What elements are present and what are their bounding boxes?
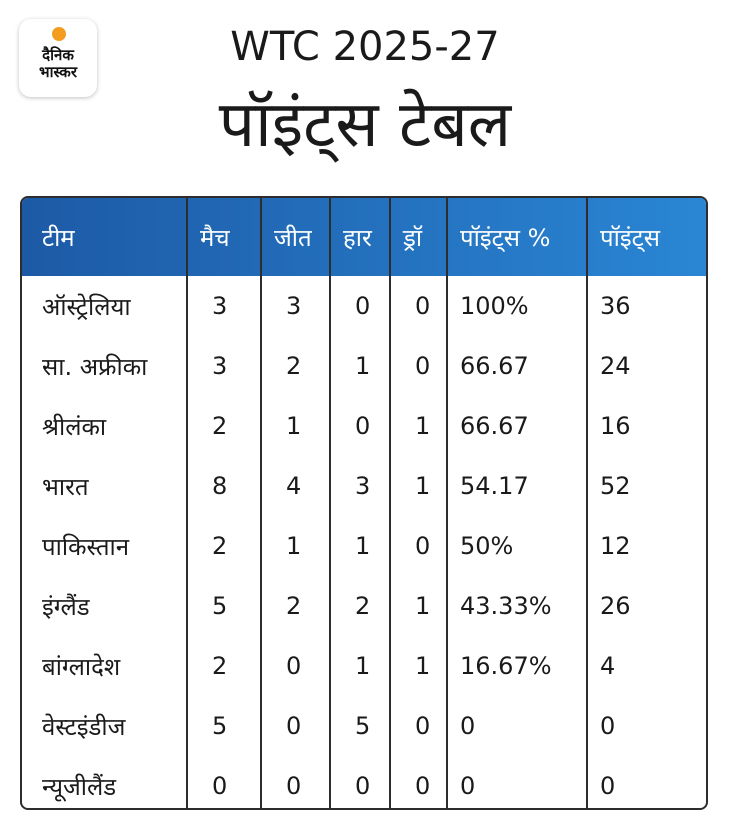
team-name: बांग्लादेश (42, 652, 121, 681)
matches-cell: 5 (187, 576, 261, 636)
draws-cell: 0 (390, 516, 447, 576)
points-table (20, 196, 708, 810)
losses-cell: 0 (330, 756, 390, 810)
points-percent-cell: 66.67 (447, 336, 587, 396)
draws-cell: 0 (390, 696, 447, 756)
losses-cell: 1 (330, 336, 390, 396)
team-name: भारत (42, 472, 89, 501)
points-percent-cell: 50% (447, 516, 587, 576)
points-percent-cell: 100% (447, 276, 587, 336)
losses-cell: 2 (330, 576, 390, 636)
draws-cell: 1 (390, 576, 447, 636)
column-header-points-percent: पॉइंट्स % (447, 198, 587, 276)
points-percent-cell: 66.67 (447, 396, 587, 456)
points-cell: 24 (587, 336, 708, 396)
team-name: सा. अफ्रीका (42, 352, 148, 381)
wins-cell: 0 (261, 636, 330, 696)
matches-cell: 3 (187, 276, 261, 336)
points-cell: 0 (587, 756, 708, 810)
team-name: ऑस्ट्रेलिया (42, 292, 131, 321)
matches-cell: 2 (187, 396, 261, 456)
table-row (22, 576, 708, 636)
matches-cell: 2 (187, 516, 261, 576)
points-cell: 36 (587, 276, 708, 336)
wins-cell: 2 (261, 336, 330, 396)
points-percent-cell: 0 (447, 756, 587, 810)
team-name: इंग्लैंड (42, 592, 90, 621)
column-header-team: टीम (42, 223, 75, 252)
table-row (22, 756, 708, 810)
wins-cell: 1 (261, 516, 330, 576)
page-subtitle: पॉइंट्स टेबल (218, 88, 512, 162)
table-row (22, 516, 708, 576)
losses-cell: 0 (330, 276, 390, 336)
column-header-draws: ड्रॉ (390, 198, 447, 276)
draws-cell: 0 (390, 756, 447, 810)
team-name: श्रीलंका (42, 412, 107, 441)
points-percent-cell: 43.33% (447, 576, 587, 636)
losses-cell: 0 (330, 396, 390, 456)
draws-cell: 1 (390, 396, 447, 456)
points-cell: 26 (587, 576, 708, 636)
matches-cell: 3 (187, 336, 261, 396)
losses-cell: 1 (330, 516, 390, 576)
matches-cell: 2 (187, 636, 261, 696)
draws-cell: 0 (390, 336, 447, 396)
logo-text-line1: दैनिक (42, 46, 74, 64)
points-cell: 12 (587, 516, 708, 576)
points-percent-cell: 0 (447, 696, 587, 756)
team-name: वेस्टइंडीज (42, 712, 126, 741)
table-row (22, 276, 708, 336)
losses-cell: 3 (330, 456, 390, 516)
table-row (22, 636, 708, 696)
matches-cell: 5 (187, 696, 261, 756)
wins-cell: 2 (261, 576, 330, 636)
points-cell: 4 (587, 636, 708, 696)
column-header-losses: हार (330, 198, 390, 276)
matches-cell: 8 (187, 456, 261, 516)
draws-cell: 0 (390, 276, 447, 336)
wins-cell: 4 (261, 456, 330, 516)
points-cell: 0 (587, 696, 708, 756)
wins-cell: 0 (261, 696, 330, 756)
points-cell: 16 (587, 396, 708, 456)
team-name: न्यूजीलैंड (42, 772, 117, 801)
draws-cell: 1 (390, 636, 447, 696)
logo-text-line2: भास्कर (39, 63, 77, 81)
losses-cell: 5 (330, 696, 390, 756)
column-header-points: पॉइंट्स (587, 198, 708, 276)
points-percent-cell: 16.67% (447, 636, 587, 696)
table-row (22, 396, 708, 456)
points-cell: 52 (587, 456, 708, 516)
table-row (22, 336, 708, 396)
page-title: WTC 2025-27 (230, 24, 500, 70)
team-name: पाकिस्तान (42, 532, 130, 561)
wins-cell: 1 (261, 396, 330, 456)
points-percent-cell: 54.17 (447, 456, 587, 516)
wins-cell: 0 (261, 756, 330, 810)
table-row (22, 696, 708, 756)
losses-cell: 1 (330, 636, 390, 696)
table-header-row (22, 198, 708, 276)
column-header-wins: जीत (261, 198, 330, 276)
table-row (22, 456, 708, 516)
draws-cell: 1 (390, 456, 447, 516)
matches-cell: 0 (187, 756, 261, 810)
wins-cell: 3 (261, 276, 330, 336)
column-header-matches: मैच (187, 198, 261, 276)
